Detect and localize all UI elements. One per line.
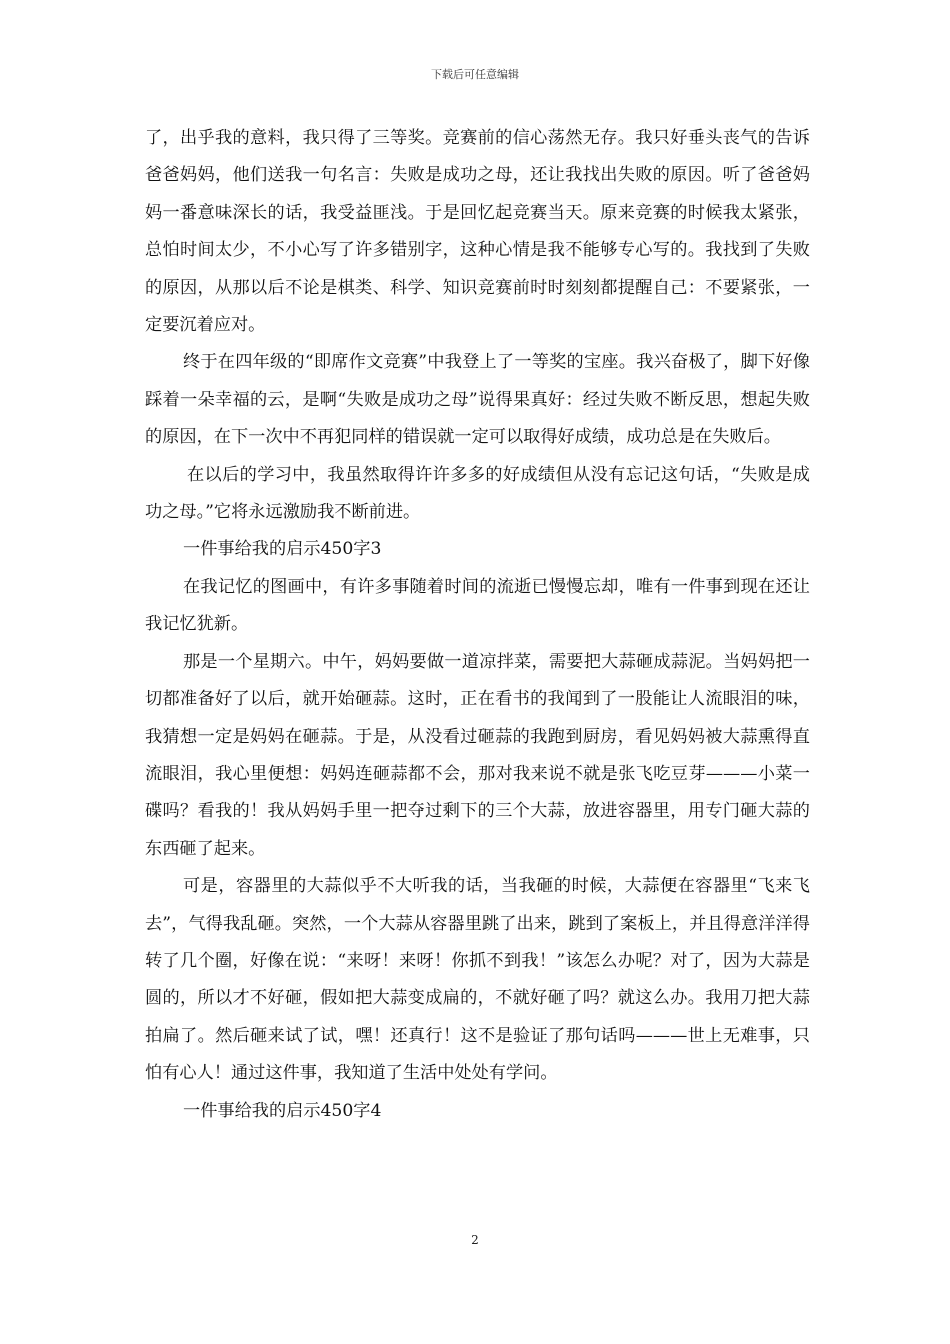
section-heading-3: 一件事给我的启示450字3: [183, 539, 382, 560]
paragraph-saturday: 那是一个星期六。中午，妈妈要做一道凉拌菜，需要把大蒜砸成蒜泥。当妈妈把一切都准备好了以后，就开始砸蒜。这时，正在看书的我闻到了一股能让人流眼泪的味，我猜想一定是妈妈在砸蒜。于是，从没看过砸蒜的我跑到厨房，看见妈妈被大蒜熏得直流眼泪，我心里便想：妈妈连砸蒜都不会，那对我来说不就是张飞吃豆芽———小菜一碟吗？看我的！我从妈妈手里一把夺过剩下的三个大蒜，放进容器里，用专门砸大蒜的东西砸了起来。: [145, 651, 810, 859]
document-body: [145, 120, 810, 1130]
page-header: 下载后可任意编辑: [431, 68, 519, 81]
paragraph-first-prize: 终于在四年级的“即席作文竞赛”中我登上了一等奖的宝座。我兴奋极了，脚下好像踩着一朵幸福的云，是啊“失败是成功之母”说得果真好：经过失败不断反思，想起失败的原因，在下一次中不再犯同样的错误就一定可以取得好成绩，成功总是在失败后。: [145, 352, 810, 448]
paragraph-continuation: 了，出乎我的意料，我只得了三等奖。竞赛前的信心荡然无存。我只好垂头丧气的告诉爸爸妈妈，他们送我一句名言：失败是成功之母，还让我找出失败的原因。听了爸爸妈妈一番意味深长的话，我受益匪浅。于是回忆起竞赛当天。原来竞赛的时候我太紧张，总怕时间太少，不小心写了许多错别字，这种心情是我不能够专心写的。我找到了失败的原因，从那以后不论是棋类、科学、知识竞赛前时时刻刻都提醒自己：不要紧张，一定要沉着应对。: [145, 128, 810, 336]
paragraph-later-study: 在以后的学习中，我虽然取得许许多多的好成绩但从没有忘记这句话，“失败是成功之母。”它将永远激励我不断前进。: [145, 464, 810, 523]
section-heading-4: 一件事给我的启示450字4: [183, 1100, 382, 1121]
paragraph-garlic: 可是，容器里的大蒜似乎不大听我的话，当我砸的时候，大蒜便在容器里“飞来飞去”，气得我乱砸。突然，一个大蒜从容器里跳了出来，跳到了案板上，并且得意洋洋得转了几个圈，好像在说：“来呀！来呀！你抓不到我！”该怎么办呢？对了，因为大蒜是圆的，所以才不好砸，假如把大蒜变成扁的，不就好砸了吗？就这么办。我用刀把大蒜拍扁了。然后砸来试了试，嘿！还真行！这不是验证了那句话吗———世上无难事，只怕有心人！通过这件事，我知道了生活中处处有学问。: [145, 876, 810, 1084]
paragraph-memory: 在我记忆的图画中，有许多事随着时间的流逝已慢慢忘却，唯有一件事到现在还让我记忆犹新。: [145, 576, 810, 635]
page-number: 2: [471, 1233, 479, 1247]
